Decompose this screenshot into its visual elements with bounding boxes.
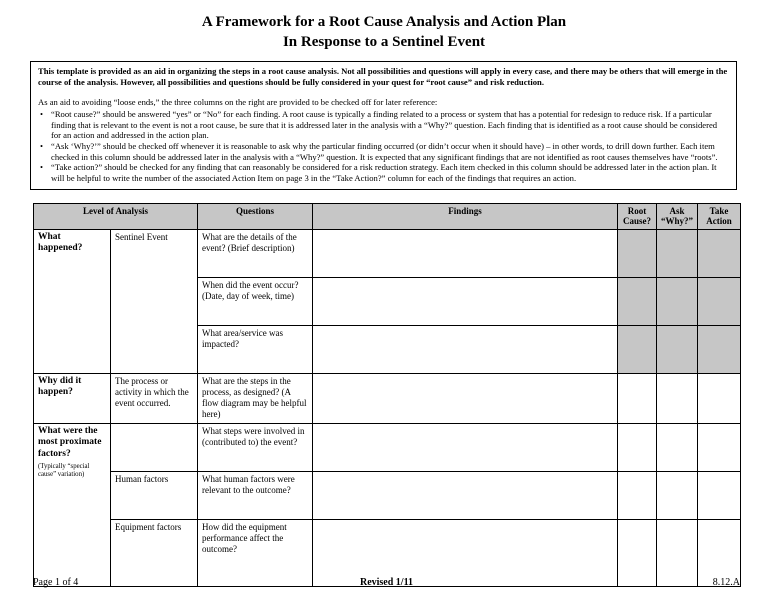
bullet-item-take-action: • “Take action?” should be checked for any finding that can reasonably be considered for a risk reduction strategy. Each item checked in this column should be addressed later in the action plan. It will be helpful to write the number of the associated Action Item on page 3 in the “Take Action?” column for each of the findings that requires an action. [38, 162, 729, 183]
question-cell: When did the event occur? (Date, day of week, time) [198, 277, 313, 325]
root-cause-cell[interactable] [618, 325, 657, 373]
take-action-cell[interactable] [698, 423, 741, 471]
findings-cell[interactable] [313, 229, 618, 277]
question-cell: What are the steps in the process, as designed? (A flow diagram may be helpful here) [198, 373, 313, 423]
ask-why-cell[interactable] [657, 471, 698, 519]
intro-bullet-list [38, 109, 729, 184]
findings-cell[interactable] [313, 277, 618, 325]
root-cause-cell[interactable] [618, 423, 657, 471]
ask-why-cell[interactable] [657, 519, 698, 586]
root-cause-cell[interactable] [618, 471, 657, 519]
findings-cell[interactable] [313, 423, 618, 471]
root-cause-cell[interactable] [618, 373, 657, 423]
ask-why-cell[interactable] [657, 423, 698, 471]
page-title-line2: In Response to a Sentinel Event [282, 33, 486, 50]
bullet-item-root-cause: • “Root cause?” should be answered “yes” or “No” for each finding. A root cause is typically a finding related to a process or system that has a potential for redesign to reduce risk. If a particular finding that is relevant to the event is not a root cause, be sure that it is addressed later in the analysis with a “Why?” question. Each finding that is identified as a root cause should be considered for an action and addressed in the action plan. [38, 109, 729, 141]
document-code: 8.12.A [712, 577, 741, 588]
findings-cell[interactable] [313, 519, 618, 586]
table-row [34, 423, 741, 471]
level2-cell-equipment-factors: Equipment factors [111, 519, 198, 586]
ask-why-cell[interactable] [657, 325, 698, 373]
take-action-cell[interactable] [698, 471, 741, 519]
page-title [0, 0, 768, 52]
ask-why-cell[interactable] [657, 373, 698, 423]
col-header-questions: Questions [198, 203, 313, 229]
page-footer [33, 577, 740, 588]
level1-title: What were the most proximate factors? [38, 425, 102, 460]
col-header-take-action: Take Action [698, 203, 741, 229]
take-action-cell[interactable] [698, 277, 741, 325]
bullet-item-ask-why: • “Ask ‘Why?’” should be checked off whenever it is reasonable to ask why the particular finding occurred (or didn’t occur when it should have) – in other words, to drill down further. Each item checked in this column should be addressed later in the analysis with a “Why?” question. It is expected that any significant findings that are not identified as root causes themselves have “roots”. [38, 141, 729, 162]
table-header-row [34, 203, 741, 229]
rca-table [33, 203, 741, 587]
intro-box [30, 61, 737, 190]
findings-cell[interactable] [313, 471, 618, 519]
level1-cell-proximate-factors [34, 423, 111, 586]
level2-cell-human-factors: Human factors [111, 471, 198, 519]
page-title-line1: A Framework for a Root Cause Analysis and Action Plan [201, 14, 567, 30]
level2-cell-sentinel-event: Sentinel Event [111, 229, 198, 373]
intro-lead: As an aid to avoiding “loose ends,” the three columns on the right are provided to be checked off for later reference: [38, 97, 438, 108]
table-row [34, 519, 741, 586]
root-cause-cell[interactable] [618, 519, 657, 586]
col-header-level-of-analysis: Level of Analysis [34, 203, 198, 229]
level1-cell-what-happened: What happened? [34, 229, 111, 373]
col-header-root-cause: Root Cause? [618, 203, 657, 229]
level2-cell-process: The process or activity in which the event occurred. [111, 373, 198, 423]
level2-cell-empty [111, 423, 198, 471]
col-header-findings: Findings [313, 203, 618, 229]
page-number: Page 1 of 4 [33, 577, 79, 588]
table-row [34, 229, 741, 277]
question-cell: How did the equipment performance affect the outcome? [198, 519, 313, 586]
findings-cell[interactable] [313, 325, 618, 373]
question-cell: What steps were involved in (contributed to) the event? [198, 423, 313, 471]
intro-bold-paragraph: This template is provided as an aid in organizing the steps in a root cause analysis. Not all possibilities and questions will apply in every case, and there may be others that will emerge in the course of the analysis. However, all possibilities and questions should be fully considered in your quest for “root cause” and risk reduction. [38, 66, 728, 87]
ask-why-cell[interactable] [657, 277, 698, 325]
table-row [34, 471, 741, 519]
question-cell: What are the details of the event? (Brief description) [198, 229, 313, 277]
take-action-cell[interactable] [698, 229, 741, 277]
revised-date: Revised 1/11 [359, 577, 414, 588]
level1-note: (Typically “special cause” variation) [38, 463, 90, 479]
take-action-cell[interactable] [698, 325, 741, 373]
ask-why-cell[interactable] [657, 229, 698, 277]
findings-cell[interactable] [313, 373, 618, 423]
take-action-cell[interactable] [698, 519, 741, 586]
take-action-cell[interactable] [698, 373, 741, 423]
question-cell: What human factors were relevant to the outcome? [198, 471, 313, 519]
root-cause-cell[interactable] [618, 277, 657, 325]
question-cell: What area/service was impacted? [198, 325, 313, 373]
table-row [34, 373, 741, 423]
root-cause-cell[interactable] [618, 229, 657, 277]
col-header-ask-why: Ask “Why?” [657, 203, 698, 229]
level1-cell-why-did-it-happen: Why did it happen? [34, 373, 111, 423]
